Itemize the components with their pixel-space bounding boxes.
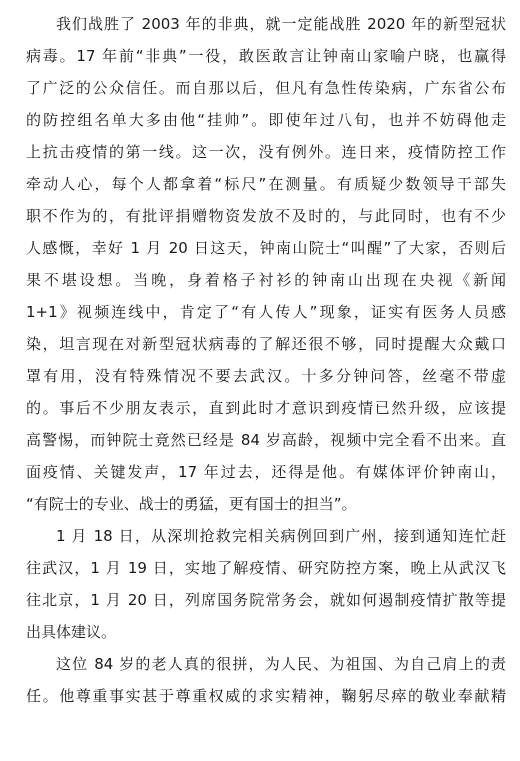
text-line: 职不作为的，有批评捐赠物资发放不及时的，与此同时，也有不少: [26, 207, 506, 225]
text-line: 1 月 18 日，从深圳抢救完相关病例回到广州，接到通知连忙赶: [56, 527, 506, 545]
document-body: [26, 8, 506, 712]
text-line: 果不堪设想。当晚，身着格子衬衫的钟南山出现在央视《新闻: [26, 271, 506, 289]
text-line: 这位 84 岁的老人真的很拼，为人民、为祖国、为自己肩上的责: [56, 655, 506, 673]
text-line: 罩有用，没有特殊情况不要去武汉。十多分钟问答，丝毫不带虚: [26, 367, 506, 385]
text-line: 染，坦言现在对新型冠状病毒的了解还很不够，同时提醒大众戴口: [26, 335, 506, 353]
text-line: 任。他尊重事实甚于尊重权威的求实精神，鞠躬尽瘁的敬业奉献精: [26, 687, 506, 705]
paragraph: [26, 648, 506, 712]
text-line: 1+1》视频连线中，肯定了“有人传人”现象，证实有医务人员感: [26, 303, 506, 321]
text-line: “有院士的专业、战士的勇猛，更有国士的担当”。: [26, 495, 357, 513]
text-line: 人感慨，幸好 1 月 20 日这天，钟南山院士“叫醒”了大家，否则后: [26, 239, 506, 257]
paragraph: [26, 520, 506, 648]
text-line: 往北京，1 月 20 日，列席国务院常务会，就如何遏制疫情扩散等提: [26, 591, 506, 609]
text-line: 上抗击疫情的第一线。这一次，没有例外。连日来，疫情防控工作: [26, 143, 506, 161]
text-line: 的。事后不少朋友表示，直到此时才意识到疫情已然升级，应该提: [26, 399, 506, 417]
text-line: 牵动人心，每个人都拿着“标尺”在测量。有质疑少数领导干部失: [26, 175, 506, 193]
text-line: 高警惕，而钟院士竟然已经是 84 岁高龄，视频中完全看不出来。直: [26, 431, 506, 449]
text-line: 了广泛的公众信任。而自那以后，但凡有急性传染病，广东省公布: [26, 79, 506, 97]
text-line: 病毒。17 年前“非典”一役，敢医敢言让钟南山家喻户晓，也赢得: [26, 47, 506, 65]
text-line: 出具体建议。: [26, 623, 117, 641]
text-line: 的防控组名单大多由他“挂帅”。即使年过八旬，也并不妨碍他走: [26, 111, 506, 129]
text-line: 我们战胜了 2003 年的非典，就一定能战胜 2020 年的新型冠状: [56, 15, 506, 33]
text-line: 往武汉，1 月 19 日，实地了解疫情、研究防控方案，晚上从武汉飞: [26, 559, 506, 577]
text-line: 面疫情、关键发声，17 年过去，还得是他。有媒体评价钟南山，: [26, 463, 506, 481]
paragraph: [26, 8, 506, 520]
